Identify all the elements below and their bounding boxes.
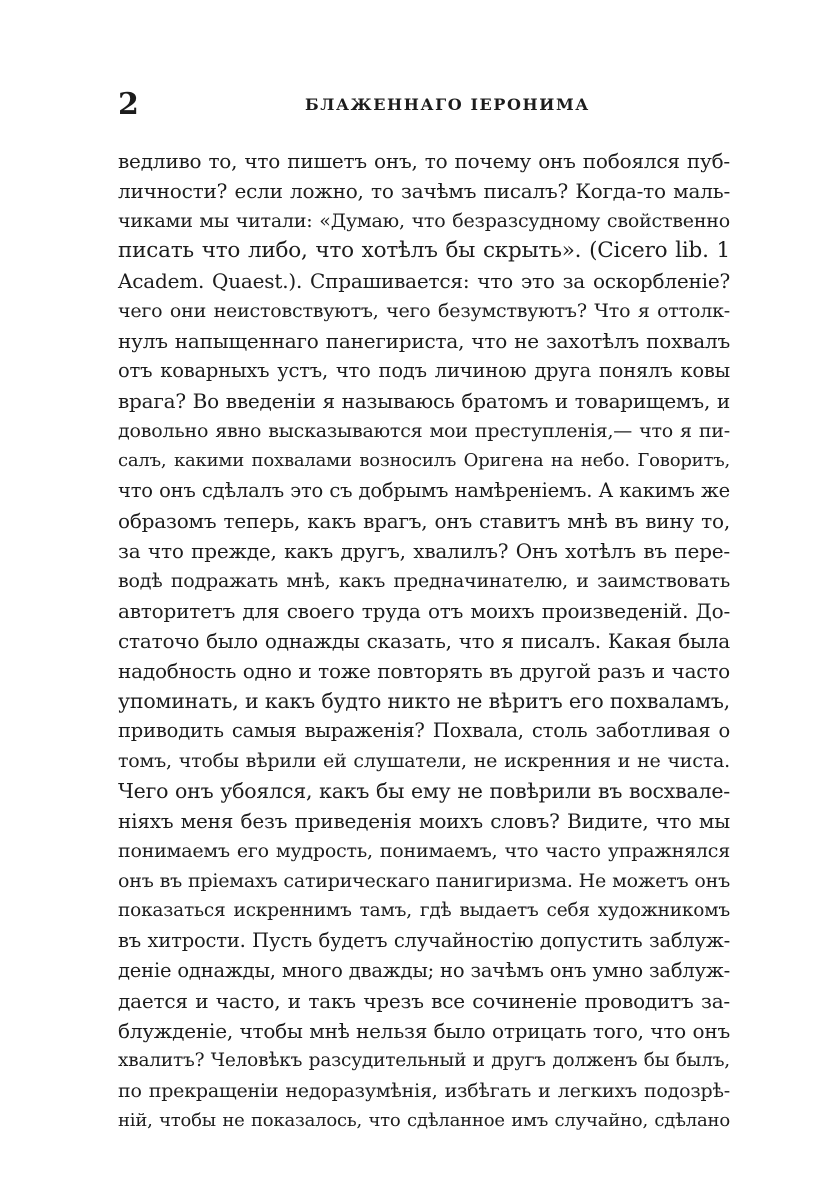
text-line: ніяхъ меня безъ приведенія моихъ словъ? Видите, что мы [118,809,730,833]
text-line: отъ коварныхъ устъ, что подъ личиною друга понялъ ковы [118,359,730,382]
text-line: нулъ напыщеннаго панегириста, что не захотѣлъ похвалъ [118,329,730,353]
text-line: ній, чтобы не показалось, что сдѣланное имъ случайно, сдѣлано [118,1110,730,1131]
text-line: понимаемъ его мудрость, понимаемъ, что часто упражнялся [118,840,730,862]
text-line: онъ въ пріемахъ сатирическаго панигиризма. Не можетъ онъ [118,870,730,892]
text-line: довольно явно высказываются мои преступленія,— что я пи- [118,420,730,442]
text-line: томъ, чтобы вѣрили ей слушатели, не искренния и не чиста. [118,750,730,772]
text-line: дается и часто, и такъ чрезъ все сочиненіе проводитъ за- [118,989,730,1013]
text-line: статочо было однажды сказать, что я писалъ. Какая была [118,629,730,653]
text-line: чего они неистовствуютъ, чего безумствуютъ? Что я оттолк- [118,300,730,322]
text-line: водѣ подражать мнѣ, какъ предначинателю, и заимствовать [118,570,730,592]
text-line: хвалитъ? Человѣкъ разсудительный и другъ долженъ бы былъ, [118,1050,730,1071]
text-line: Чего онъ убоялся, какъ бы ему не повѣрили въ восхвале- [118,779,730,803]
text-line: деніе однажды, много дважды; но зачѣмъ онъ умно заблуж- [118,959,730,982]
text-line: приводить самыя выраженія? Похвала, столь заботливая о [118,719,730,742]
text-line: за что прежде, какъ другъ, хвалилъ? Онъ хотѣлъ въ пере- [118,539,730,563]
text-line: упоминать, и какъ будто никто не вѣритъ его похваламъ, [118,689,730,713]
text-line: надобность одно и тоже повторять въ другой разъ и часто [118,659,730,683]
text-line: Academ. Quaest.). Спрашивается: что это за оскорбленіе? [118,269,730,293]
text-line: писать что либо, что хотѣлъ бы скрыть». (Cicero lib. 1 [118,238,730,263]
running-head: БЛАЖЕННАГО ІЕРОНИМА [305,95,590,114]
text-line: салъ, какими похвалами возносилъ Оригена на небо. Говоритъ, [118,450,730,471]
text-line: чиками мы читали: «Думаю, что безразсудному свойственно [118,210,730,232]
text-line: блужденіе, чтобы мнѣ нельзя было отрицать того, что онъ [118,1019,730,1043]
text-line: ведливо то, что пишетъ онъ, то почему онъ побоялся пуб- [118,149,730,173]
page-number: 2 [118,87,139,122]
text-line: показаться искреннимъ тамъ, гдѣ выдаетъ себя художникомъ [118,900,730,921]
text-line: въ хитрости. Пусть будетъ случайностію допустить заблуж- [118,929,730,952]
text-line: что онъ сдѣлалъ это съ добрымъ намѣреніемъ. А какимъ же [118,479,730,502]
text-line: по прекращеніи недоразумѣнія, избѣгать и легкихъ подозрѣ- [118,1080,730,1102]
text-line: личности? если ложно, то зачѣмъ писалъ? Когда-то маль- [118,179,730,203]
text-line: образомъ теперь, какъ врагъ, онъ ставитъ мнѣ въ вину то, [118,509,730,533]
text-line: авторитетъ для своего труда отъ моихъ произведеній. До- [118,599,730,623]
text-line: врага? Во введеніи я называюсь братомъ и товарищемъ, и [118,389,730,413]
body-text [118,146,730,1136]
